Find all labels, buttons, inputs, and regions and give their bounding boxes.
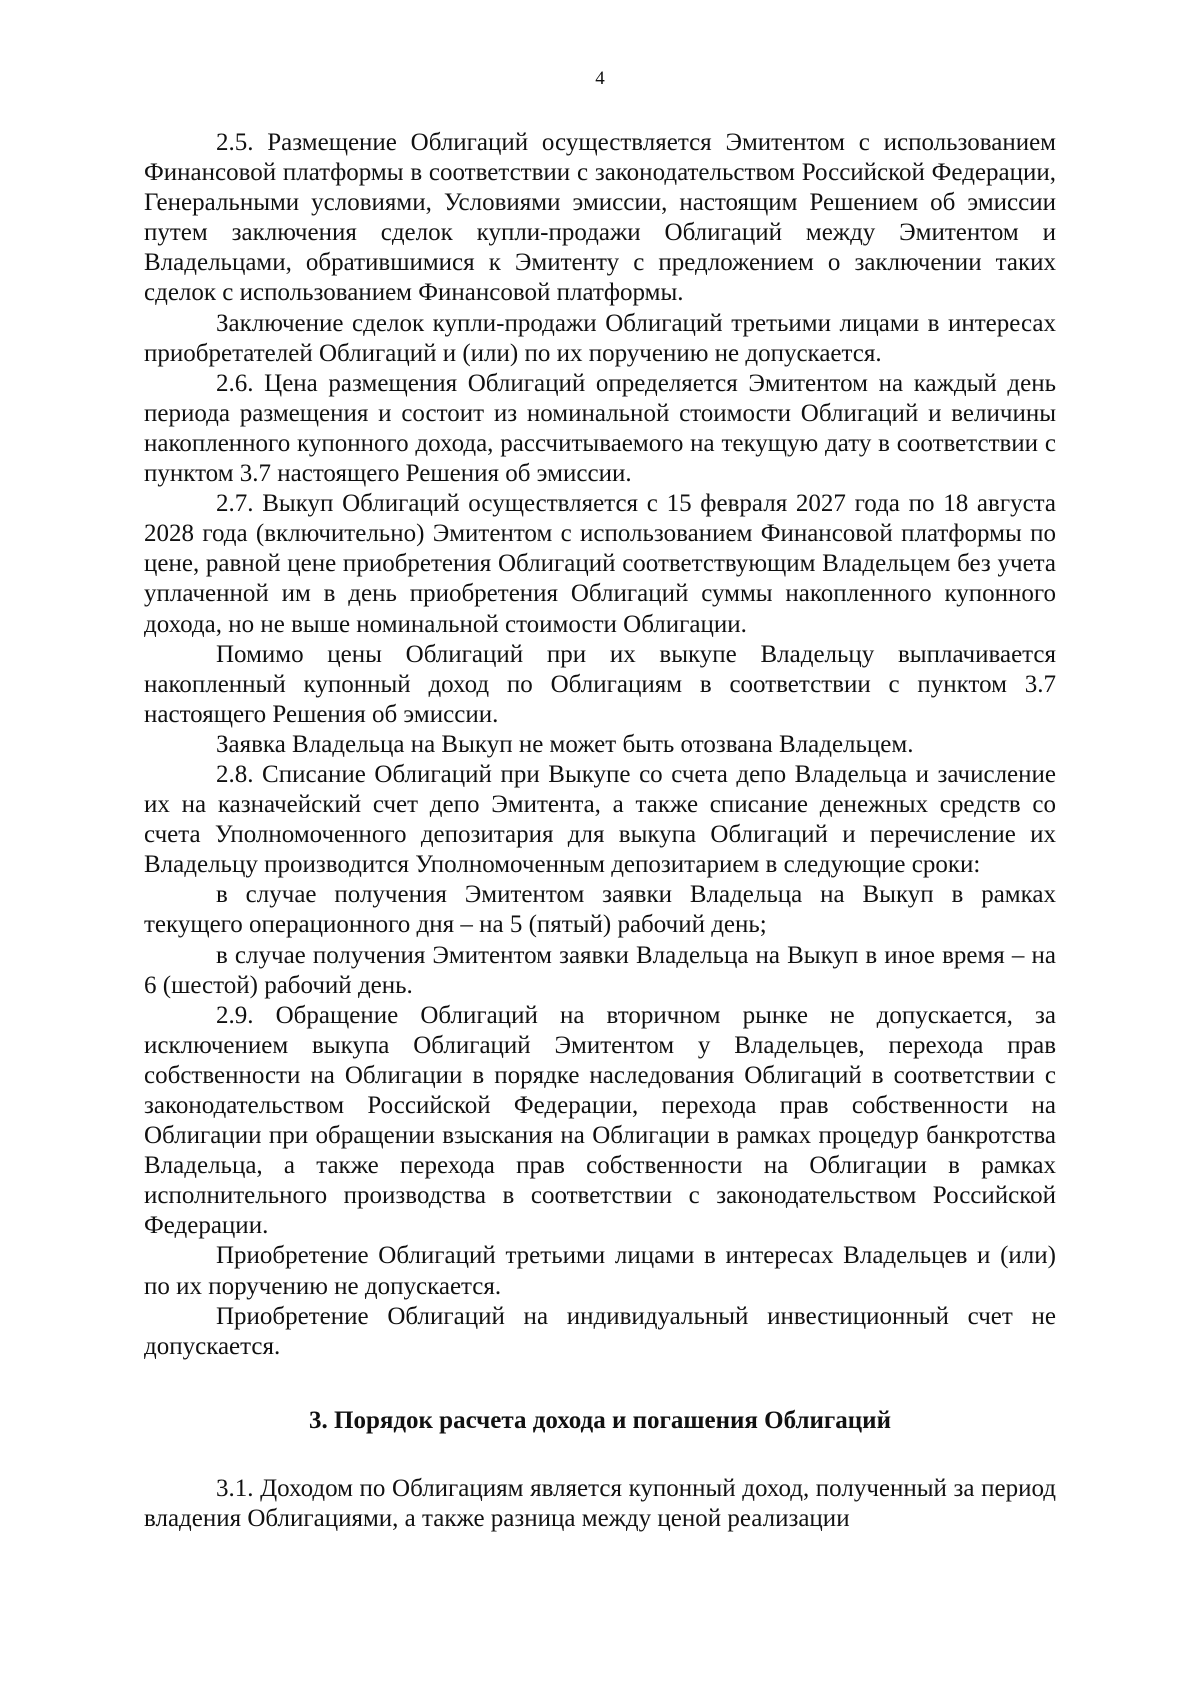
paragraph-2-8: 2.8. Списание Облигаций при Выкупе со счета депо Владельца и зачисление их на казначейский счет депо Эмитента, а также списание денежных средств со счета Уполномоченного депозитария для выкупа Облигаций и перечисление их Владельцу производится Уполномоченным депозитарием в следующие сроки:	[144, 760, 1056, 879]
paragraph-term-other-time: в случае получения Эмитентом заявки Владельца на Выкуп в иное время – на 6 (шестой) рабочий день.	[144, 941, 1056, 999]
paragraph-iis: Приобретение Облигаций на индивидуальный инвестиционный счет не допускается.	[144, 1302, 1056, 1360]
paragraph-coupon-payment: Помимо цены Облигаций при их выкупе Владельцу выплачивается накопленный купонный доход по Облигациям в соответствии с пунктом 3.7 настоящего Решения об эмиссии.	[144, 640, 1056, 728]
paragraph-acquisition-third-parties: Приобретение Облигаций третьими лицами в интересах Владельцев и (или) по их поручению не допускается.	[144, 1242, 1056, 1300]
paragraph-3-1: 3.1. Доходом по Облигациям является купонный доход, полученный за период владения Облигациями, а также разница между ценой реализации	[144, 1474, 1056, 1533]
paragraph-third-parties: Заключение сделок купли-продажи Облигаций третьими лицами в интересах приобретателей Облигаций и (или) по их поручению не допускается.	[144, 309, 1056, 367]
paragraph-2-6: 2.6. Цена размещения Облигаций определяется Эмитентом на каждый день периода размещения и состоит из номинальной стоимости Облигаций и величины накопленного купонного дохода, рассчитываемого на текущую дату в соответствии с пунктом 3.7 настоящего Решения об эмиссии.	[144, 369, 1056, 488]
paragraph-2-7: 2.7. Выкуп Облигаций осуществляется с 15 февраля 2027 года по 18 августа 2028 года (включительно) Эмитентом с использованием Финансовой платформы по цене, равной цене приобретения Облигаций соответствующим Владельцем без учета уплаченной им в день приобретения Облигаций суммы накопленного купонного дохода, но не выше номинальной стоимости Облигации.	[144, 490, 1056, 638]
page-number: 4	[595, 68, 605, 89]
paragraph-request-irrevocable: Заявка Владельца на Выкуп не может быть отозвана Владельцем.	[216, 730, 914, 758]
document-body	[144, 128, 1056, 1534]
paragraph-2-5: 2.5. Размещение Облигаций осуществляется Эмитентом с использованием Финансовой платформы в соответствии с законодательством Российской Федерации, Генеральными условиями, Условиями эмиссии, настоящим Решением об эмиссии путем заключения сделок купли-продажи Облигаций между Эмитентом и Владельцами, обратившимися к Эмитенту с предложением о заключении таких сделок с использованием Финансовой платформы.	[144, 129, 1056, 307]
section-title: 3. Порядок расчета дохода и погашения Облигаций	[309, 1406, 891, 1434]
paragraph-2-9: 2.9. Обращение Облигаций на вторичном рынке не допускается, за исключением выкупа Облигаций Эмитентом у Владельцев, перехода прав собственности на Облигации в порядке наследования Облигаций в соответствии с законодательством Российской Федерации, перехода прав собственности на Облигации при обращении взыскания на Облигации в рамках процедур банкротства Владельца, а также перехода прав собственности на Облигации в рамках исполнительного производства в соответствии с законодательством Российской Федерации.	[144, 1001, 1056, 1240]
paragraph-term-current-day: в случае получения Эмитентом заявки Владельца на Выкуп в рамках текущего операционного дня – на 5 (пятый) рабочий день;	[144, 881, 1056, 939]
